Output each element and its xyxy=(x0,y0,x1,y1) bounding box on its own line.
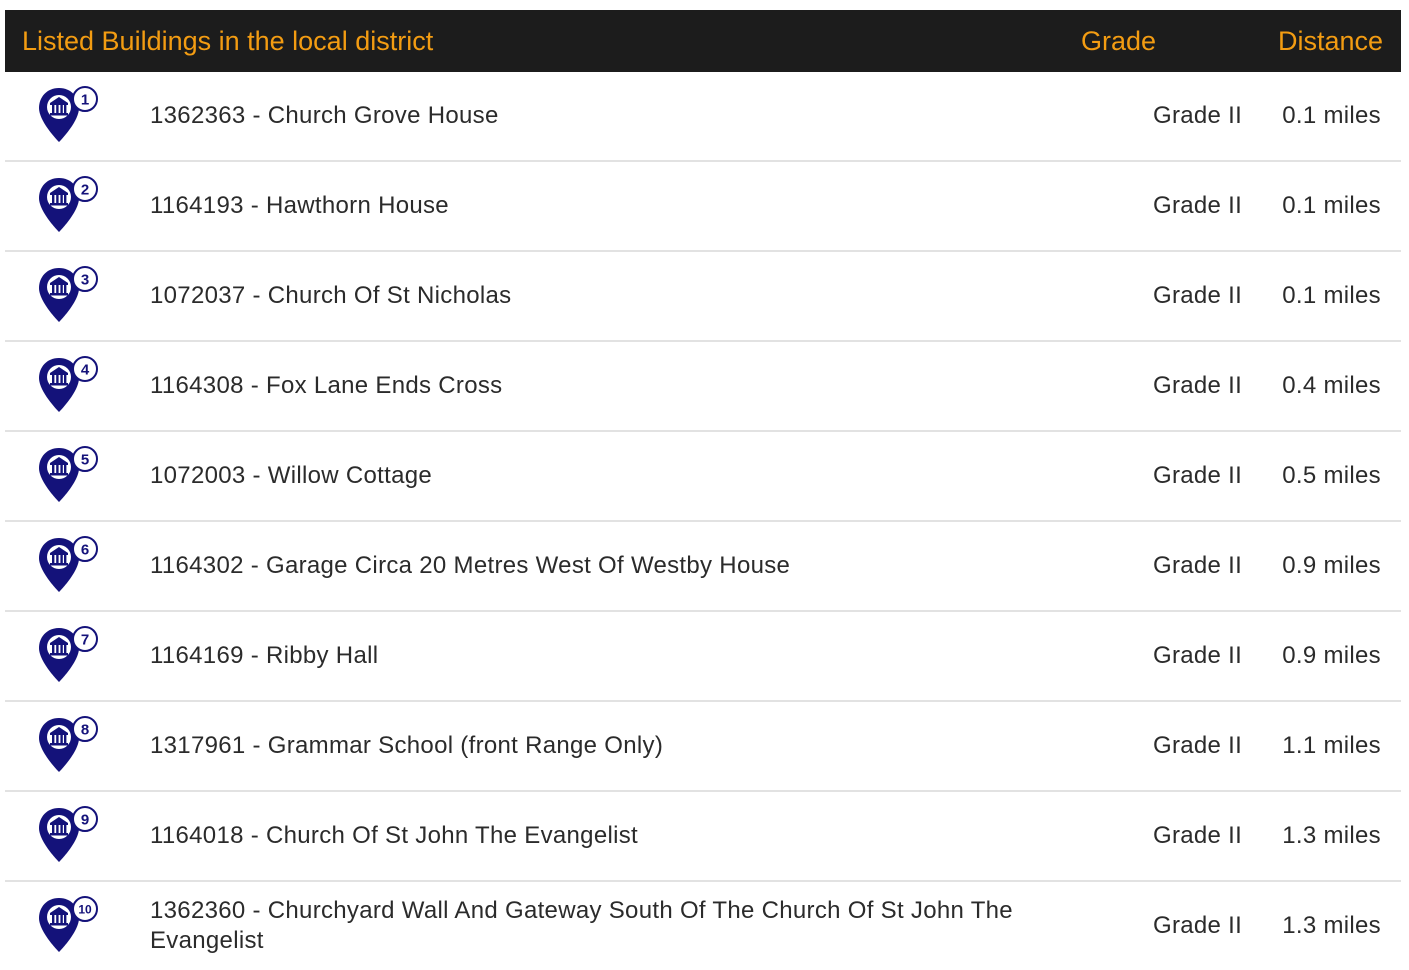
building-distance: 0.1 miles xyxy=(1282,102,1381,129)
table-row xyxy=(5,792,1401,882)
building-grade: Grade II xyxy=(1153,102,1243,129)
building-distance: 1.3 miles xyxy=(1282,822,1381,849)
building-grade: Grade II xyxy=(1153,642,1243,669)
pin-marker-icon xyxy=(37,534,109,598)
building-name: 1164193 - Hawthorn House xyxy=(150,192,449,219)
building-distance: 1.3 miles xyxy=(1282,912,1381,939)
pin-marker-icon xyxy=(37,174,109,238)
pin-number: 6 xyxy=(80,541,90,559)
pin-marker-icon xyxy=(37,264,109,328)
building-name: 1164169 - Ribby Hall xyxy=(150,642,379,669)
listed-building-pin-icon xyxy=(5,252,150,340)
pin-marker-icon xyxy=(37,894,109,958)
table-row xyxy=(5,612,1401,702)
listed-buildings-table xyxy=(5,10,1401,970)
listed-building-pin-icon xyxy=(5,702,150,790)
pin-marker-icon xyxy=(37,804,109,868)
building-distance: 0.4 miles xyxy=(1282,372,1381,399)
building-distance: 1.1 miles xyxy=(1282,732,1381,759)
building-grade: Grade II xyxy=(1153,552,1243,579)
pin-number: 2 xyxy=(80,181,90,199)
building-grade: Grade II xyxy=(1153,732,1243,759)
listed-building-pin-icon xyxy=(5,432,150,520)
listed-building-pin-icon xyxy=(5,612,150,700)
building-grade: Grade II xyxy=(1153,372,1243,399)
listed-building-pin-icon xyxy=(5,162,150,250)
table-body xyxy=(5,72,1401,970)
building-name: 1072003 - Willow Cottage xyxy=(150,462,433,489)
building-distance: 0.1 miles xyxy=(1282,192,1381,219)
grade-column-header: Grade xyxy=(1081,25,1157,56)
building-name: 1317961 - Grammar School (front Range Only) xyxy=(150,732,664,759)
table-header xyxy=(5,10,1401,72)
building-name: 1164302 - Garage Circa 20 Metres West Of Westby House xyxy=(150,552,791,579)
table-title: Listed Buildings in the local district xyxy=(22,25,434,56)
building-grade: Grade II xyxy=(1153,912,1243,939)
pin-marker-icon xyxy=(37,354,109,418)
building-name: 1072037 - Church Of St Nicholas xyxy=(150,282,512,309)
pin-marker-icon xyxy=(37,84,109,148)
listed-building-pin-icon xyxy=(5,792,150,880)
building-grade: Grade II xyxy=(1153,822,1243,849)
building-distance: 0.9 miles xyxy=(1282,552,1381,579)
listed-building-pin-icon xyxy=(5,342,150,430)
pin-number: 8 xyxy=(80,721,90,739)
table-row xyxy=(5,702,1401,792)
listed-building-pin-icon xyxy=(5,72,150,160)
building-grade: Grade II xyxy=(1153,192,1243,219)
pin-number: 9 xyxy=(80,811,90,829)
distance-column-header: Distance xyxy=(1277,25,1383,56)
pin-number: 1 xyxy=(80,91,90,109)
pin-marker-icon xyxy=(37,624,109,688)
table-row xyxy=(5,162,1401,252)
table-row xyxy=(5,882,1401,970)
pin-number: 5 xyxy=(80,451,90,469)
pin-marker-icon xyxy=(37,714,109,778)
building-grade: Grade II xyxy=(1153,282,1243,309)
pin-marker-icon xyxy=(37,444,109,508)
table-row xyxy=(5,522,1401,612)
pin-number: 7 xyxy=(80,631,90,649)
building-name: 1164308 - Fox Lane Ends Cross xyxy=(150,372,503,399)
building-distance: 0.5 miles xyxy=(1282,462,1381,489)
pin-number: 3 xyxy=(80,271,90,289)
table-row xyxy=(5,252,1401,342)
building-name: 1362363 - Church Grove House xyxy=(150,102,499,129)
building-grade: Grade II xyxy=(1153,462,1243,489)
pin-number: 10 xyxy=(78,902,92,917)
listed-building-pin-icon xyxy=(5,522,150,610)
building-name: 1362360 - Churchyard Wall And Gateway South Of The Church Of St John The Evangelist xyxy=(150,897,1013,954)
listed-building-pin-icon xyxy=(5,882,150,970)
building-name: 1164018 - Church Of St John The Evangelist xyxy=(150,822,638,849)
table-row xyxy=(5,432,1401,522)
table-row xyxy=(5,72,1401,162)
table-row xyxy=(5,342,1401,432)
pin-number: 4 xyxy=(80,361,90,379)
building-distance: 0.9 miles xyxy=(1282,642,1381,669)
building-distance: 0.1 miles xyxy=(1282,282,1381,309)
